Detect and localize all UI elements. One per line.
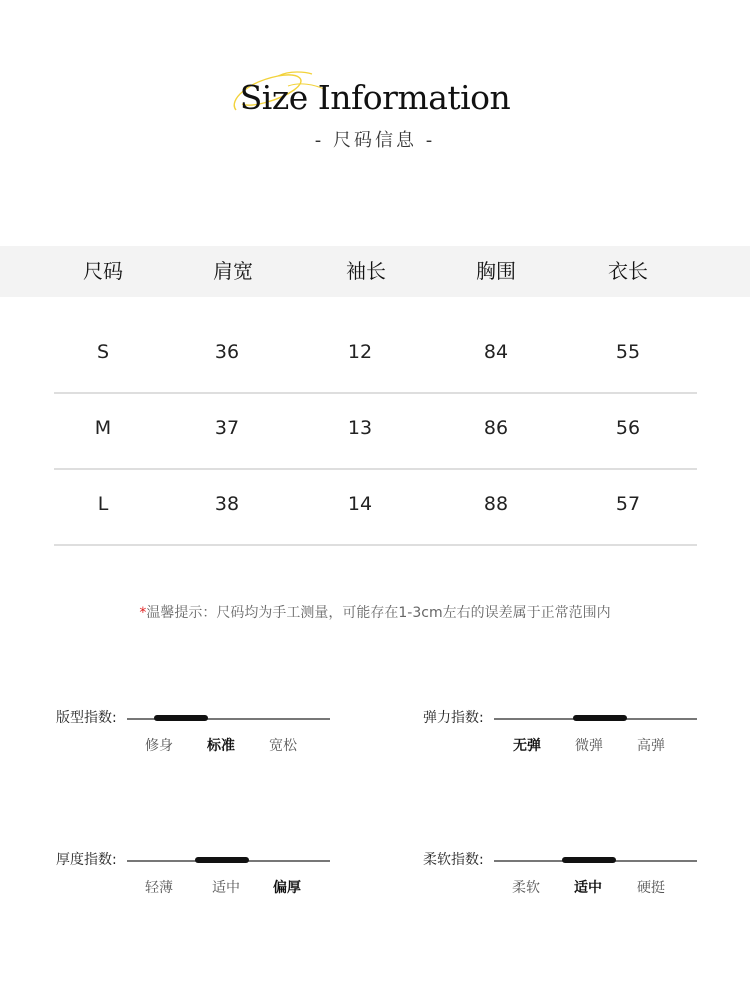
cell-size: M	[94, 417, 112, 439]
indicator-option: 微弹	[575, 738, 603, 754]
table-header	[0, 246, 750, 297]
page-title: Size Information	[239, 78, 511, 117]
cell-sleeve: 13	[347, 417, 373, 439]
indicator-option-selected: 无弹	[513, 738, 541, 754]
cell-chest: 86	[483, 417, 509, 439]
note-text: 温馨提示：尺码均为手工测量，可能存在1-3cm左右的误差属于正常范围内	[146, 605, 611, 621]
indicator-elasticity	[423, 708, 723, 768]
cell-length: 55	[615, 341, 641, 363]
measurement-note	[0, 602, 750, 622]
header-length: 衣长	[608, 259, 648, 283]
indicator-option: 宽松	[269, 738, 297, 754]
indicator-option: 修身	[145, 738, 173, 754]
size-table	[0, 246, 750, 515]
cell-size: L	[97, 493, 109, 515]
cell-length: 57	[615, 493, 641, 515]
table-row	[54, 464, 697, 546]
header-sleeve: 袖长	[346, 259, 386, 283]
table-row	[54, 312, 697, 394]
indicator-option: 柔软	[512, 880, 540, 896]
indicator-option: 高弹	[637, 738, 665, 754]
indicator-label: 柔软指数:	[423, 852, 484, 868]
cell-sleeve: 14	[347, 493, 373, 515]
indicator-thickness	[56, 850, 356, 910]
cell-shoulder: 37	[214, 417, 240, 439]
indicator-knob	[154, 715, 208, 721]
page-header	[0, 70, 750, 152]
cell-shoulder: 36	[214, 341, 240, 363]
cell-sleeve: 12	[347, 341, 373, 363]
indicator-option: 轻薄	[145, 880, 173, 896]
note-star: *	[139, 605, 147, 621]
cell-chest: 88	[483, 493, 509, 515]
header-size: 尺码	[83, 259, 123, 283]
indicator-option: 适中	[212, 880, 240, 896]
header-chest: 胸围	[476, 259, 516, 283]
cell-chest: 84	[483, 341, 509, 363]
header-shoulder: 肩宽	[213, 259, 253, 283]
indicator-knob	[195, 857, 249, 863]
cell-length: 56	[615, 417, 641, 439]
indicator-fit	[56, 708, 356, 768]
indicator-label: 版型指数:	[56, 710, 117, 726]
indicator-option-selected: 适中	[574, 880, 602, 896]
indicator-label: 厚度指数:	[56, 852, 117, 868]
indicator-softness	[423, 850, 723, 910]
table-row	[54, 388, 697, 470]
indicator-knob	[562, 857, 616, 863]
indicator-option-selected: 标准	[207, 738, 235, 754]
cell-shoulder: 38	[214, 493, 240, 515]
indicator-option-selected: 偏厚	[273, 880, 301, 896]
title-wrap	[240, 70, 511, 126]
indicator-label: 弹力指数:	[423, 710, 484, 726]
cell-size: S	[96, 341, 110, 363]
indicator-option: 硬挺	[637, 880, 665, 896]
indicator-knob	[573, 715, 627, 721]
page-subtitle: - 尺码信息 -	[314, 130, 436, 151]
